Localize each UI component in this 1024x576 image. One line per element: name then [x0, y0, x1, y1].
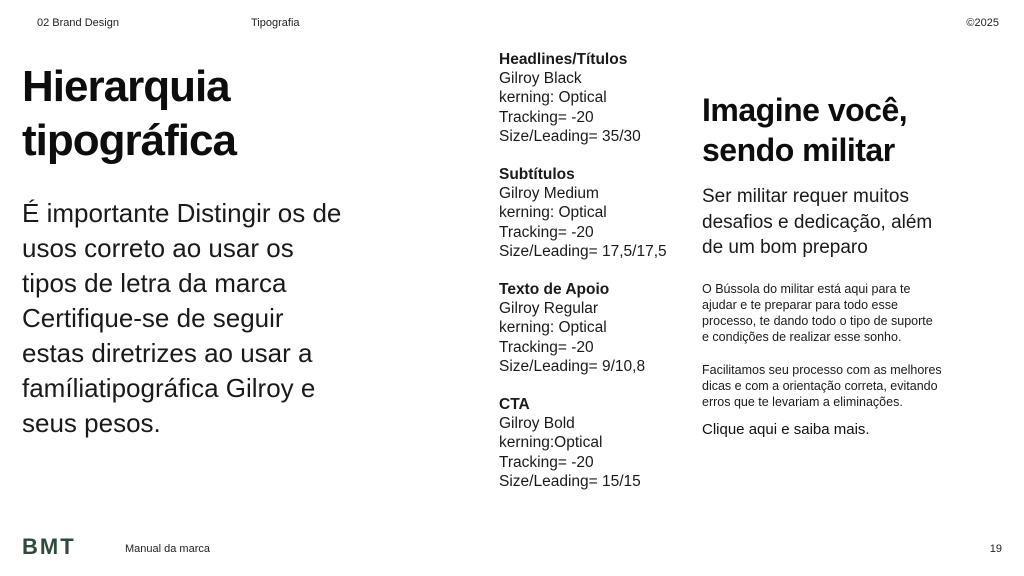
spec-font: Gilroy Medium: [499, 185, 599, 203]
spec-size: Size/Leading= 17,5/17,5: [499, 242, 667, 260]
intro-line: Certifique-se de seguir: [22, 303, 284, 333]
sample-headline-line: sendo militar: [702, 132, 895, 168]
intro-line: famíliatipográfica Gilroy e: [22, 373, 316, 403]
sample-subtitle-line: Ser militar requer muitos: [702, 186, 909, 207]
spec-support-text: [499, 280, 699, 376]
sample-body-line: processo, te dando todo o tipo de suporte: [702, 314, 933, 329]
spec-heading: CTA: [499, 396, 530, 414]
page-title: [22, 60, 442, 168]
typography-sample: [702, 90, 1002, 440]
intro-line: tipos de letra da marca: [22, 268, 287, 298]
copyright-year: ©2025: [966, 17, 999, 29]
spec-kerning: kerning: Optical: [499, 89, 607, 107]
sample-body-line: dicas e com a orientação correta, evitando: [702, 378, 938, 393]
spec-heading: Headlines/Títulos: [499, 51, 628, 68]
spec-heading: Texto de Apoio: [499, 281, 610, 299]
sample-subtitle-line: de um bom preparo: [702, 237, 868, 258]
typography-specs: [499, 50, 699, 510]
sample-body-line: O Bússola do militar está aqui para te: [702, 281, 911, 296]
spec-font: Gilroy Black: [499, 70, 582, 88]
footer-document-label: Manual da marca: [125, 543, 210, 555]
intro-paragraph: [22, 196, 422, 441]
intro-line: usos correto ao usar os: [22, 233, 294, 263]
spec-font: Gilroy Bold: [499, 415, 575, 433]
paragraph-gap: [702, 346, 1002, 362]
spec-size: Size/Leading= 15/15: [499, 472, 641, 490]
spec-tracking: Tracking= -20: [499, 223, 594, 241]
sample-subtitle-line: desafios e dedicação, além: [702, 211, 933, 233]
intro-line: É importante Distingir os de: [22, 198, 342, 228]
sample-subtitle: [702, 184, 1002, 261]
sample-headline: [702, 90, 1002, 170]
intro-line: estas diretrizes ao usar a: [22, 338, 313, 368]
sample-body-line: erros que te levariam a eliminações.: [702, 395, 903, 410]
topic-label: Tipografia: [251, 17, 300, 29]
spec-kerning: kerning: Optical: [499, 319, 607, 337]
spec-kerning: kerning:Optical: [499, 434, 603, 452]
spec-size: Size/Leading= 9/10,8: [499, 357, 646, 375]
spec-font: Gilroy Regular: [499, 300, 599, 318]
spec-kerning: kerning: Optical: [499, 204, 607, 222]
spec-heading: Subtítulos: [499, 166, 575, 184]
sample-body: [702, 281, 1002, 411]
spec-tracking: Tracking= -20: [499, 108, 594, 126]
section-label: 02 Brand Design: [37, 17, 119, 29]
bmt-logo: BMT: [22, 534, 76, 559]
spec-tracking: Tracking= -20: [499, 338, 594, 356]
page-title-line: tipográfica: [22, 116, 236, 165]
spec-headlines: [499, 50, 699, 146]
intro-line: seus pesos.: [22, 408, 161, 438]
spec-tracking: Tracking= -20: [499, 453, 594, 471]
spec-size: Size/Leading= 35/30: [499, 127, 641, 145]
page-number: 19: [989, 543, 1002, 555]
spec-subtitles: [499, 165, 699, 261]
sample-headline-line: Imagine você,: [702, 92, 908, 128]
sample-body-line: ajudar e te preparar para todo esse: [702, 297, 898, 312]
sample-cta-link[interactable]: Clique aqui e saiba mais.: [702, 420, 870, 438]
page-title-line: Hierarquia: [22, 62, 230, 111]
spec-cta: [499, 395, 699, 491]
sample-body-line: Facilitamos seu processo com as melhores: [702, 362, 942, 377]
sample-body-line: e condições de realizar esse sonho.: [702, 330, 902, 345]
